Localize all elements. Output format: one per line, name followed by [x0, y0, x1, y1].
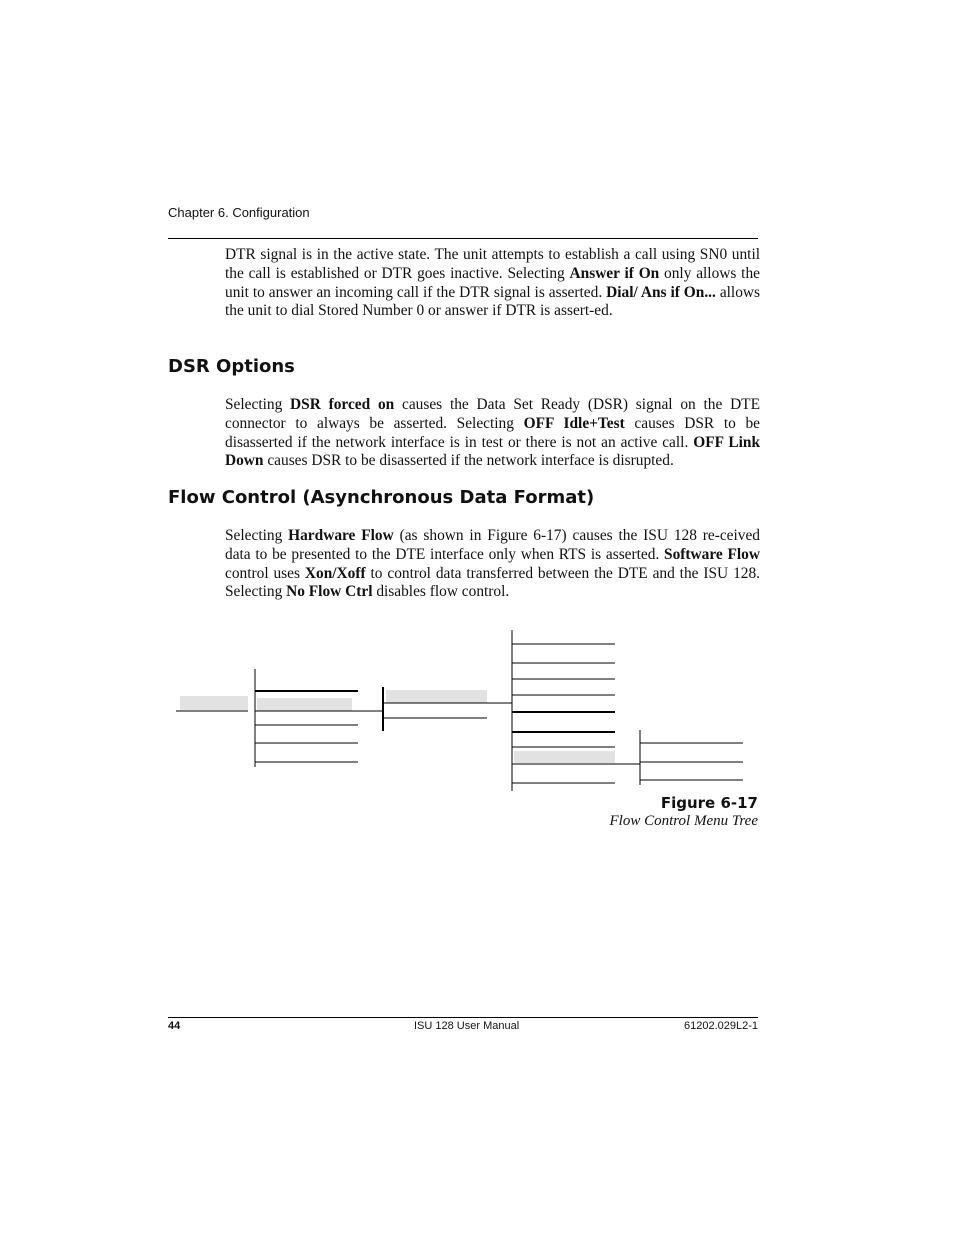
figure-number: Figure 6-17 [660, 794, 758, 812]
tree-node-2a-highlight [386, 690, 487, 703]
flow-control-heading: Flow Control (Asynchronous Data Format) [168, 487, 595, 508]
figure-caption: Flow Control Menu Tree [609, 813, 758, 829]
dsr-options-heading: DSR Options [168, 356, 295, 377]
document-number: 61202.029L2-1 [683, 1020, 758, 1032]
tree-node-root-highlight [180, 696, 248, 710]
running-header: Chapter 6. Configuration [168, 205, 310, 220]
dsr-options-paragraph: Selecting DSR forced on causes the Data Set Ready (DSR) signal on the DTE connector to always be asserted. Selecting OFF Idle+Test causes DSR to be disasserted if the network interface is in test or there is not an active call. OFF Link Down causes DSR to be disasserted if the network interface is disrupted. [225, 396, 761, 470]
footer-rule [168, 1017, 758, 1018]
tree-node-3h-highlight [514, 751, 615, 763]
tree-node-1b-highlight [257, 698, 352, 711]
manual-title: ISU 128 User Manual [414, 1020, 520, 1032]
page-number: 44 [168, 1020, 181, 1032]
intro-paragraph: DTR signal is in the active state. The unit attempts to establish a call using SN0 until the call is established or DTR goes inactive. Selecting Answer if On only allows the unit to answer an incoming call if the DTR signal is asserted. Dial/ Ans if On... allows the unit to dial Stored Number 0 or answer if DTR is assert-ed. [225, 246, 760, 320]
flow-control-paragraph: Selecting Hardware Flow (as shown in Figure 6-17) causes the ISU 128 re-ceived data to be presented to the DTE interface only when RTS is asserted. Software Flow control uses Xon/Xoff to control data transferred between the DTE and the ISU 128. Selecting No Flow Ctrl disables flow control. [225, 527, 760, 601]
